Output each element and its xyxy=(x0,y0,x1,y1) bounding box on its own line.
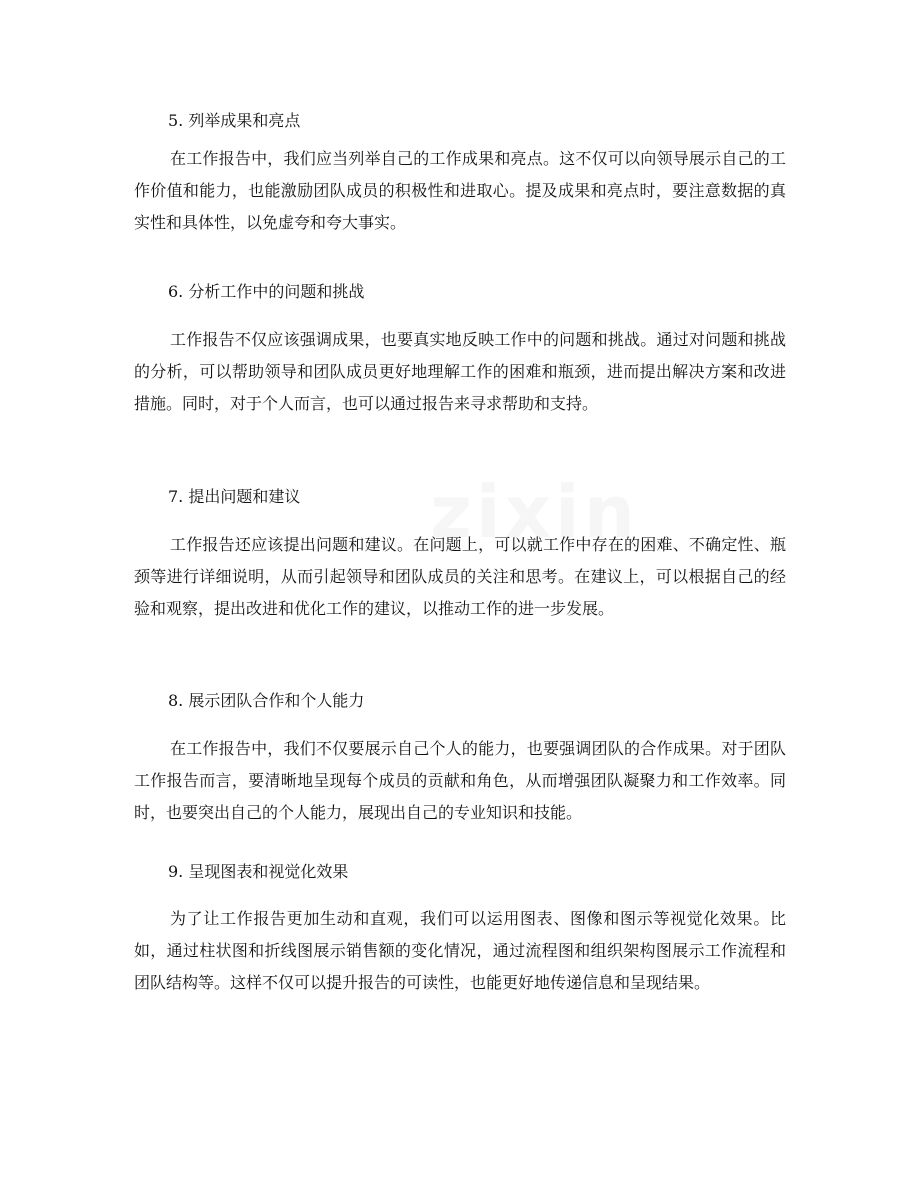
section-paragraph: 在工作报告中，我们应当列举自己的工作成果和亮点。这不仅可以向领导展示自己的工作价值和能力，也能激励团队成员的积极性和进取心。提及成果和亮点时，要注意数据的真实性和具体性，以免虚夸和夸大事实。 xyxy=(134,149,786,232)
section-paragraph: 工作报告不仅应该强调成果，也要真实地反映工作中的问题和挑战。通过对问题和挑战的分析，可以帮助领导和团队成员更好地理解工作的困难和瓶颈，进而提出解决方案和改进措施。同时，对于个人而言，也可以通过报告来寻求帮助和支持。 xyxy=(134,330,786,413)
section-heading: 6. 分析工作中的问题和挑战 xyxy=(168,282,365,301)
section-paragraph: 在工作报告中，我们不仅要展示自己个人的能力，也要强调团队的合作成果。对于团队工作报告而言，要清晰地呈现每个成员的贡献和角色，从而增强团队凝聚力和工作效率。同时，也要突出自己的个人能力，展现出自己的专业知识和技能。 xyxy=(134,739,786,822)
section-heading: 8. 展示团队合作和个人能力 xyxy=(168,691,365,710)
section-paragraph: 为了让工作报告更加生动和直观，我们可以运用图表、图像和图示等视觉化效果。比如，通过柱状图和折线图展示销售额的变化情况，通过流程图和组织架构图展示工作流程和团队结构等。这样不仅可以提升报告的可读性，也能更好地传递信息和呈现结果。 xyxy=(134,909,786,992)
section-heading: 9. 呈现图表和视觉化效果 xyxy=(168,862,349,881)
section-heading: 5. 列举成果和亮点 xyxy=(168,111,301,130)
section-heading: 7. 提出问题和建议 xyxy=(168,487,301,506)
section-paragraph: 工作报告还应该提出问题和建议。在问题上，可以就工作中存在的困难、不确定性、瓶颈等进行详细说明，从而引起领导和团队成员的关注和思考。在建议上，可以根据自己的经验和观察，提出改进和优化工作的建议，以推动工作的进一步发展。 xyxy=(134,535,786,618)
